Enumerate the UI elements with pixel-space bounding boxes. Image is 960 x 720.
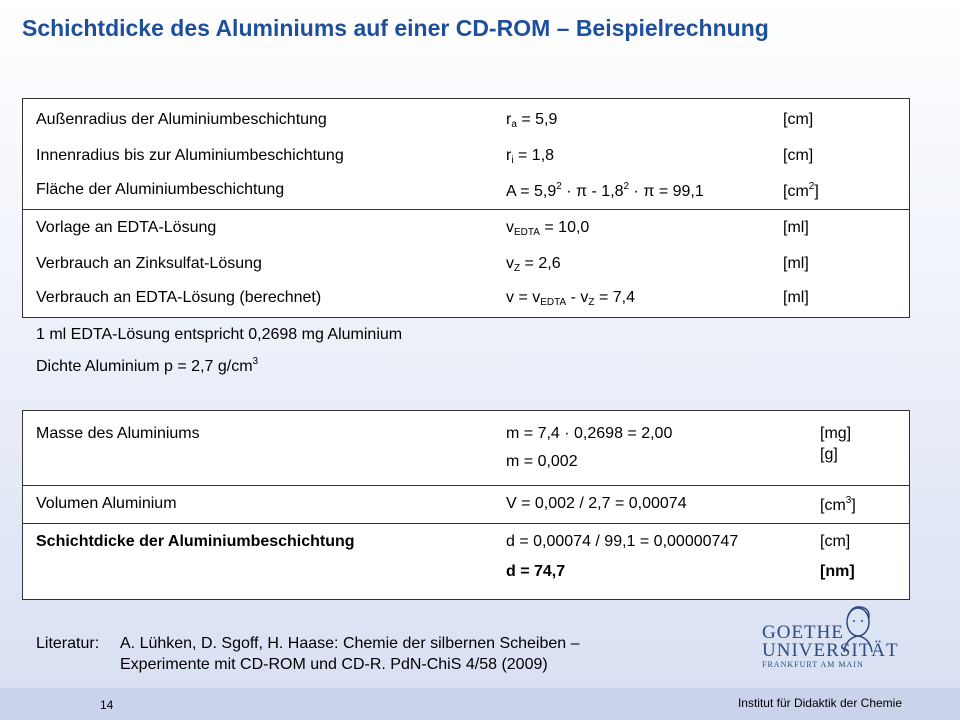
literature-line-2: Experimente mit CD-ROM und CD-R. PdN-ChiS 4/58 (2009) bbox=[120, 656, 548, 673]
row-outer-radius-formula: $r_a = 5,9$ bbox=[506, 111, 558, 130]
calculation-table-area bbox=[22, 98, 910, 318]
row-area-formula: $A = 5,9^2 \cdot \pi - 1,8^2 \cdot \pi = 99,1$ bbox=[506, 181, 704, 200]
mass-result: m = 0,002 bbox=[506, 453, 578, 470]
thickness-label: Schichtdicke der Aluminiumbeschichtung bbox=[36, 533, 355, 550]
row-edta-supply-unit: [ml] bbox=[783, 219, 809, 236]
thickness-unit-cm: [cm] bbox=[820, 533, 851, 550]
row-zinc-unit: [ml] bbox=[783, 255, 809, 272]
mass-formula: m = 7,4 · 0,2698 = 2,00 bbox=[506, 425, 673, 442]
institute-name: Institut für Didaktik der Chemie bbox=[737, 696, 902, 710]
result-table-area bbox=[22, 410, 910, 600]
literature-label: Literatur: bbox=[36, 635, 100, 652]
page-number: 14 bbox=[100, 698, 114, 712]
slide-footer bbox=[0, 688, 960, 720]
row-area-label: Fläche der Aluminiumbeschichtung bbox=[36, 181, 285, 198]
row-outer-radius-label: Außenradius der Aluminiumbeschichtung bbox=[36, 111, 327, 128]
mass-label: Masse des Aluminiums bbox=[36, 425, 200, 442]
goethe-university-logo bbox=[742, 602, 932, 676]
row-edta-used-unit: [ml] bbox=[783, 289, 809, 306]
row-inner-radius-label: Innenradius bis zur Aluminiumbeschichtung bbox=[36, 147, 344, 164]
row-edta-used-formula: $v = v_{EDTA} - v_Z = 7,4$ bbox=[506, 289, 635, 308]
table-divider bbox=[23, 209, 909, 210]
row-edta-used-label: Verbrauch an EDTA-Lösung (berechnet) bbox=[36, 289, 322, 306]
table-divider bbox=[23, 523, 909, 524]
thickness-result: d = 74,7 bbox=[506, 563, 566, 580]
row-zinc-formula: $v_Z = 2,6$ bbox=[506, 255, 561, 274]
volume-unit: $[cm^3]$ bbox=[820, 495, 856, 514]
row-area-unit: $[cm^2]$ bbox=[783, 181, 819, 200]
volume-formula: V = 0,002 / 2,7 = 0,00074 bbox=[506, 495, 687, 512]
row-edta-supply-label: Vorlage an EDTA-Lösung bbox=[36, 219, 217, 236]
thickness-formula: d = 0,00074 / 99,1 = 0,00000747 bbox=[506, 533, 739, 550]
note-density: Dichte Aluminium p = 2,7 $g/cm^3$ bbox=[36, 356, 259, 375]
logo-text-universitaet: UNIVERSITÄT bbox=[762, 640, 899, 661]
table-divider bbox=[23, 485, 909, 486]
mass-unit-mg: [mg] bbox=[820, 425, 852, 442]
thickness-unit-nm: [nm] bbox=[820, 563, 855, 580]
note-edta-equivalence: 1 ml EDTA-Lösung entspricht 0,2698 mg Aluminium bbox=[36, 326, 403, 343]
row-inner-radius-unit: [cm] bbox=[783, 147, 814, 164]
row-zinc-label: Verbrauch an Zinksulfat-Lösung bbox=[36, 255, 262, 272]
literature-line-1: A. Lühken, D. Sgoff, H. Haase: Chemie der silbernen Scheiben – bbox=[120, 635, 580, 652]
row-edta-supply-formula: $v_{EDTA} = 10,0$ bbox=[506, 219, 590, 238]
logo-text-frankfurt: FRANKFURT AM MAIN bbox=[762, 660, 864, 669]
row-outer-radius-unit: [cm] bbox=[783, 111, 814, 128]
mass-unit-g: [g] bbox=[820, 446, 838, 463]
volume-label: Volumen Aluminium bbox=[36, 495, 177, 512]
literature-reference bbox=[120, 633, 580, 675]
row-inner-radius-formula: $r_i = 1,8$ bbox=[506, 147, 555, 166]
slide-title: Schichtdicke des Aluminiums auf einer CD-ROM – Beispielrechnung bbox=[22, 15, 769, 41]
logo-text-goethe: GOETHE bbox=[762, 622, 844, 643]
